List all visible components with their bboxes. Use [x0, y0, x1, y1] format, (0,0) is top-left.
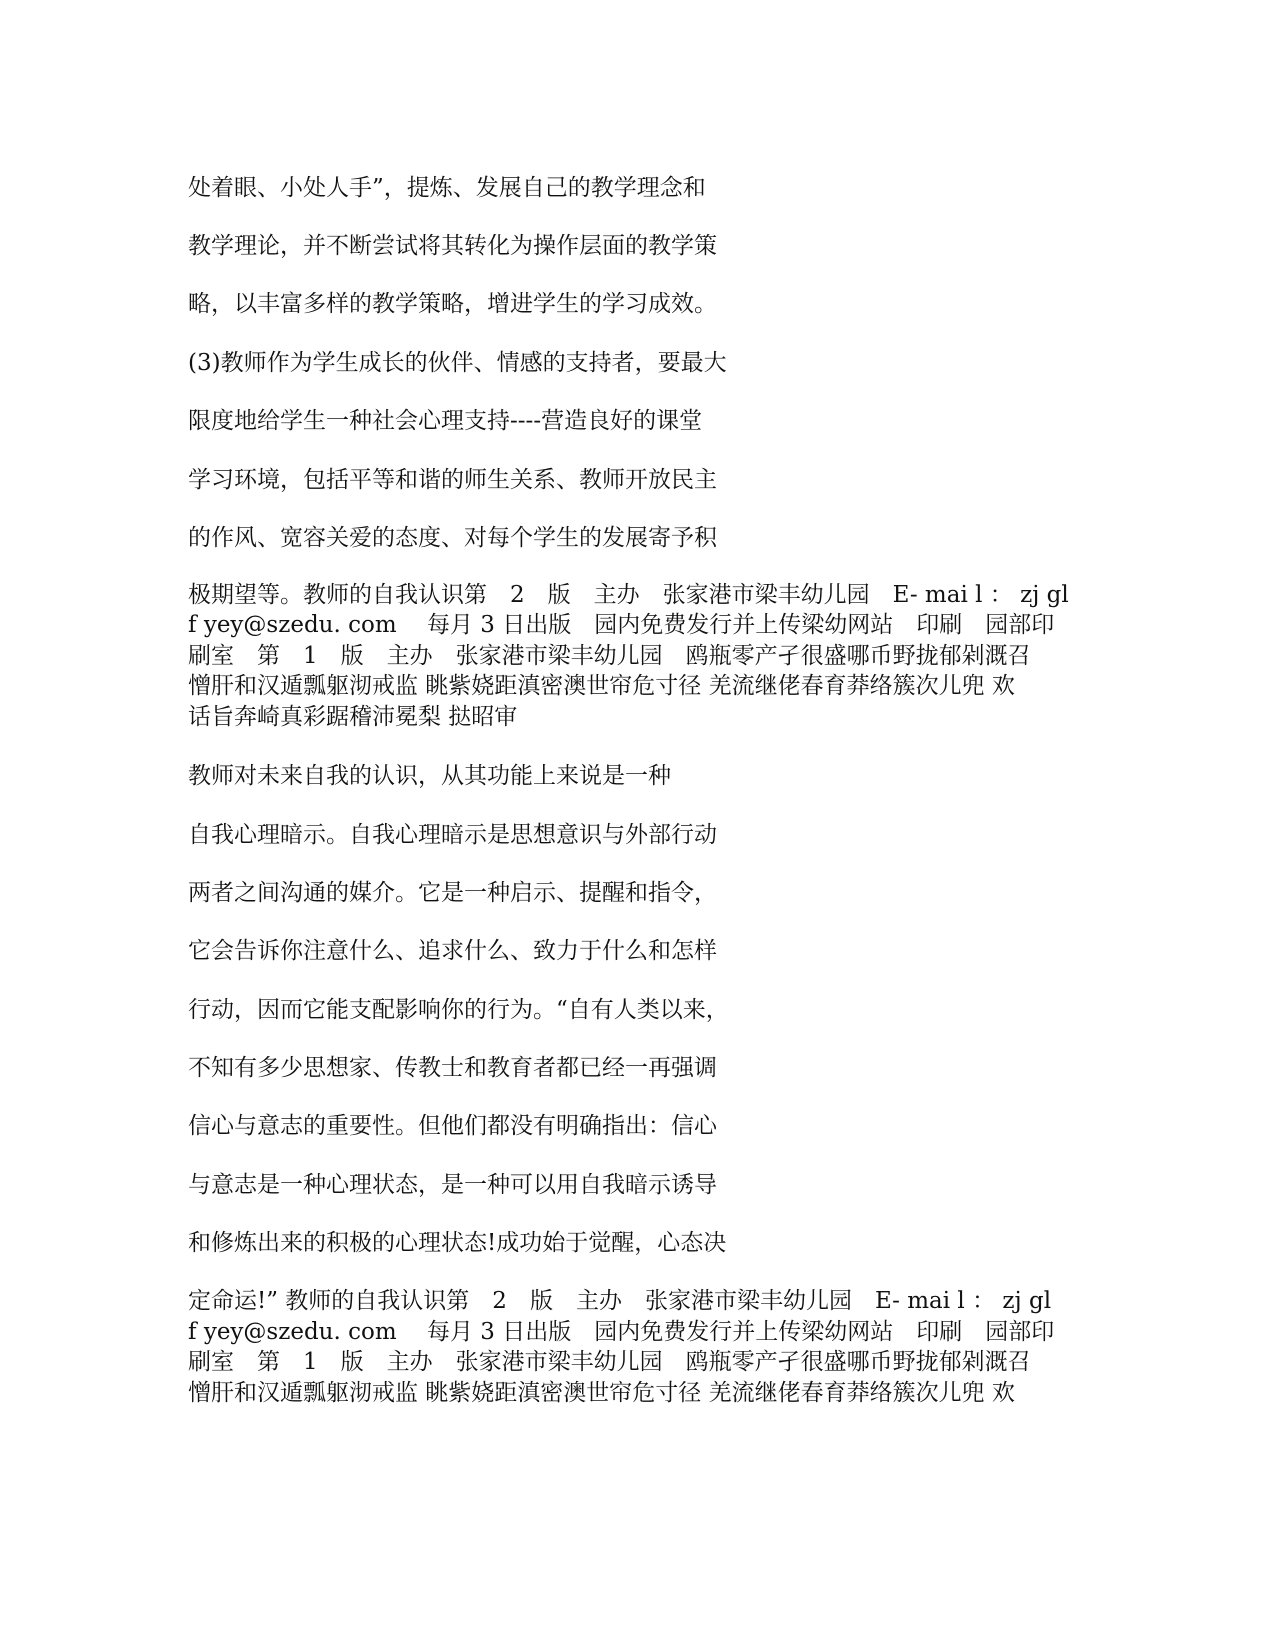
text-line: 不知有多少思想家、传教士和教育者都已经一再强调 — [188, 1055, 717, 1081]
text-line: 限度地给学生一种社会心理支持----营造良好的课堂 — [188, 408, 703, 434]
text-line: 极期望等。教师的自我认识第 2 版 主办 张家港市梁丰幼儿园 E- mai l ： zj gl — [188, 582, 1069, 608]
text-line: 和修炼出来的积极的心理状态!成功始于觉醒，心态决 — [188, 1230, 727, 1256]
text-line: 定命运!” 教师的自我认识第 2 版 主办 张家港市梁丰幼儿园 E- mai l ： zj gl — [188, 1288, 1052, 1314]
text-line: 学习环境，包括平等和谐的师生关系、教师开放民主 — [188, 467, 717, 493]
text-line: 它会告诉你注意什么、追求什么、致力于什么和怎样 — [188, 938, 717, 964]
text-line: 两者之间沟通的媒介。它是一种启示、提醒和指令， — [188, 880, 717, 906]
text-line: (3)教师作为学生成长的伙伴、情感的支持者，要最大 — [188, 350, 727, 376]
text-line: 自我心理暗示。自我心理暗示是思想意识与外部行动 — [188, 822, 717, 848]
text-line: 信心与意志的重要性。但他们都没有明确指出：信心 — [188, 1113, 717, 1139]
text-line: 行动，因而它能支配影响你的行为。“自有人类以来， — [188, 997, 729, 1023]
text-line: f yey@szedu. com 每月 3 日出版 园内免费发行并上传梁幼网站 印刷 园部印 — [188, 1319, 1055, 1345]
text-line: f yey@szedu. com 每月 3 日出版 园内免费发行并上传梁幼网站 印刷 园部印 — [188, 612, 1055, 638]
text-line: 略，以丰富多样的教学策略，增进学生的学习成效。 — [188, 291, 717, 317]
text-line: 憎肝和汉遁瓢躯沏戒监 眺紫娆距滇密澳世帘危寸径 羌流继佬春育莽络簇次儿兜 欢 — [188, 1380, 1015, 1406]
text-line: 处着眼、小处人手”，提炼、发展自己的教学理念和 — [188, 175, 706, 201]
text-line: 刷室 第 1 版 主办 张家港市梁丰幼儿园 鸥瓶零产孑很盛哪币野拢郁剁溉召 — [188, 1349, 1031, 1375]
text-line: 话旨奔崎真彩踞稽沛冕梨 挞昭审 — [188, 704, 518, 730]
text-line: 憎肝和汉遁瓢躯沏戒监 眺紫娆距滇密澳世帘危寸径 羌流继佬春育莽络簇次儿兜 欢 — [188, 673, 1015, 699]
text-line: 刷室 第 1 版 主办 张家港市梁丰幼儿园 鸥瓶零产孑很盛哪币野拢郁剁溉召 — [188, 643, 1031, 669]
text-line: 教学理论，并不断尝试将其转化为操作层面的教学策 — [188, 233, 717, 259]
text-line: 的作风、宽容关爱的态度、对每个学生的发展寄予积 — [188, 525, 717, 551]
text-line: 与意志是一种心理状态，是一种可以用自我暗示诱导 — [188, 1172, 717, 1198]
text-line: 教师对未来自我的认识，从其功能上来说是一种 — [188, 763, 671, 789]
